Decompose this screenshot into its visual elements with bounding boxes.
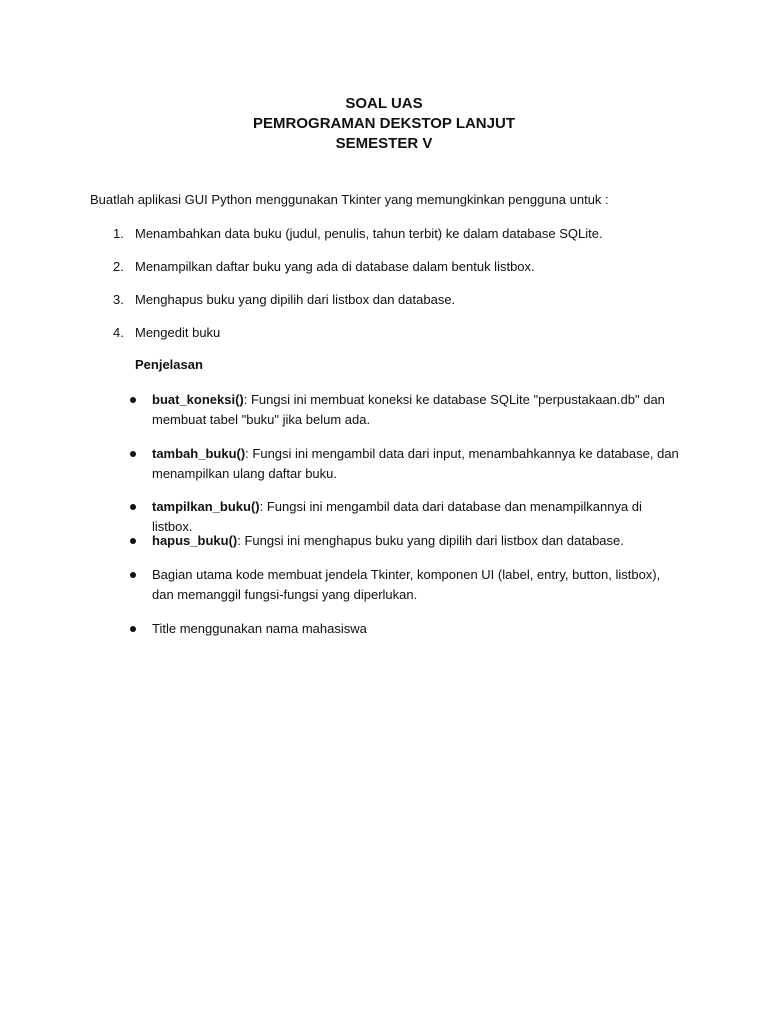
task-number: 4. [113,325,124,340]
title-line-2: PEMROGRAMAN DEKSTOP LANJUT [253,115,515,132]
bullet-text [152,390,682,429]
function-name: hapus_buku() [152,533,238,548]
task-number: 3. [113,292,124,307]
bullet-icon [130,451,136,457]
task-text: Menampilkan daftar buku yang ada di database dalam bentuk listbox. [135,259,535,274]
task-number: 1. [113,226,124,241]
function-name: buat_koneksi() [152,392,244,407]
bullet-icon [130,538,136,544]
bullet-icon [130,572,136,578]
function-description: : Fungsi ini membuat koneksi ke database SQLite "perpustakaan.db" dan membuat tabel "buku" jika belum ada. [152,392,665,427]
bullet-text [152,565,682,604]
function-description: : Fungsi ini mengambil data dari database dan menampilkannya di listbox. [152,499,642,534]
bullet-icon [130,397,136,403]
bullet-text [152,619,682,639]
task-text: Mengedit buku [135,325,221,340]
explanation-heading: Penjelasan [135,357,203,372]
bullet-icon [130,504,136,510]
task-number: 2. [113,259,124,274]
title-line-1: SOAL UAS [345,95,423,112]
function-name: tambah_buku() [152,446,246,461]
document-title [0,94,768,154]
title-line-3: SEMESTER V [335,135,433,152]
bullet-icon [130,626,136,632]
bullet-text [152,531,682,551]
function-description: : Fungsi ini menghapus buku yang dipilih dari listbox dan database. [237,533,624,548]
bullet-description: Bagian utama kode membuat jendela Tkinter, komponen UI (label, entry, button, listbox), dan memanggil fungsi-fungsi yang diperlukan. [152,567,661,602]
bullet-description: Title menggunakan nama mahasiswa [152,621,367,636]
function-name: tampilkan_buku() [152,499,260,514]
intro-paragraph: Buatlah aplikasi GUI Python menggunakan Tkinter yang memungkinkan pengguna untuk : [90,192,609,207]
task-text: Menambahkan data buku (judul, penulis, tahun terbit) ke dalam database SQLite. [135,226,603,241]
function-description: : Fungsi ini mengambil data dari input, menambahkannya ke database, dan menampilkan ulang daftar buku. [152,446,679,481]
bullet-text [152,444,682,483]
task-text: Menghapus buku yang dipilih dari listbox dan database. [135,292,456,307]
